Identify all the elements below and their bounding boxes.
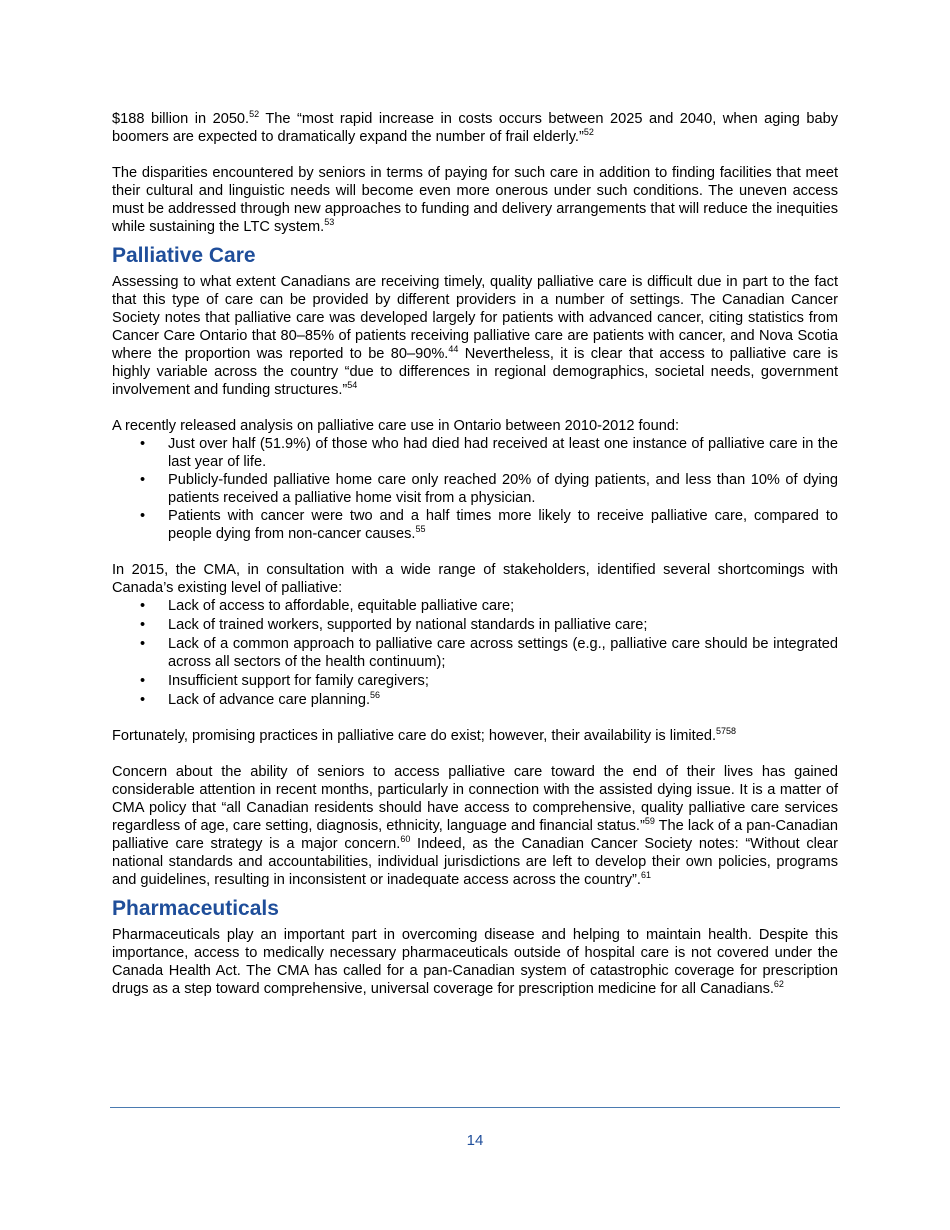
- paragraph-cma-shortcomings: In 2015, the CMA, in consultation with a wide range of stakeholders, identified several shortcomings with Canada’s existing level of palliative:: [112, 562, 838, 596]
- bullet-icon: •: [140, 617, 146, 633]
- paragraph-promising-practices: [112, 727, 838, 745]
- paragraph-cost-projection: [112, 110, 838, 146]
- bullet-icon: •: [140, 636, 146, 652]
- footnote-ref: 55: [415, 524, 426, 534]
- text: Lack of trained workers, supported by national standards in palliative care;: [168, 617, 648, 633]
- footnote-ref: 53: [324, 217, 335, 227]
- text: Fortunately, promising practices in palliative care do exist; however, their availability is limited.: [112, 728, 717, 744]
- list-item: [112, 672, 838, 690]
- text: The “most rapid increase in costs occurs between 2025 and 2040, when aging baby boomers are expected to dramatically expand the number of frail elderly.”: [112, 111, 838, 145]
- paragraph-palliative-intro: [112, 273, 838, 399]
- text: Assessing to what extent Canadians are receiving timely, quality palliative care is difficult due in part to the fact that this type of care can be provided by different providers in a number of settings. The Canadian Cancer Society notes that palliative care was developed largely for patients with advanced cancer, citing statistics from Cancer Care Ontario that 80–85% of patients receiving palliative care are patients with cancer, and Nova Scotia where the proportion was reported to be 80–90%.: [112, 274, 838, 362]
- list-item: [112, 691, 838, 709]
- footnote-ref: 52: [583, 127, 594, 137]
- list-item: [112, 471, 838, 507]
- text: Just over half (51.9%) of those who had died had received at least one instance of palliative care in the last year of life.: [168, 436, 838, 470]
- text: Lack of access to affordable, equitable palliative care;: [168, 598, 515, 614]
- footnote-ref: 44: [448, 344, 459, 354]
- list-item: [112, 435, 838, 471]
- footnote-ref: 54: [347, 380, 358, 390]
- text: Lack of a common approach to palliative care across settings (e.g., palliative care should be integrated across all sectors of the health continuum);: [168, 636, 838, 670]
- footnote-ref: 5758: [716, 726, 737, 736]
- footnote-ref: 52: [249, 109, 260, 119]
- list-item: [112, 597, 838, 615]
- text: Pharmaceuticals play an important part in overcoming disease and helping to maintain health. Despite this importance, access to medically necessary pharmaceuticals outside of hospital care is not covered under the Canada Health Act. The CMA has called for a pan-Canadian system of catastrophic coverage for prescription drugs as a step toward comprehensive, universal coverage for prescription medicine for all Canadians.: [112, 927, 838, 997]
- footnote-ref: 62: [773, 979, 784, 989]
- paragraph-pharmaceuticals: [112, 926, 838, 998]
- paragraph-disparities: [112, 164, 838, 236]
- text: Indeed, as the Canadian Cancer Society notes: “Without clear national standards and accountabilities, individual jurisdictions are left to develop their own policies, programs and guidelines, resulting in inconsistent or inadequate access across the country”.: [112, 836, 838, 888]
- bullet-icon: •: [140, 598, 146, 614]
- footnote-ref: 60: [400, 834, 411, 844]
- page-number: 14: [466, 1132, 484, 1149]
- document-body: [112, 110, 838, 998]
- ontario-findings-list: [112, 435, 838, 543]
- text: Patients with cancer were two and a half times more likely to receive palliative care, compared to people dying from non-cancer causes.: [168, 508, 838, 542]
- paragraph-access-concern: [112, 763, 838, 889]
- footnote-ref: 56: [370, 690, 381, 700]
- text: The lack of a pan-Canadian palliative care strategy is a major concern.: [112, 818, 838, 852]
- bullet-icon: •: [140, 472, 146, 488]
- paragraph-ontario-analysis: A recently released analysis on palliative care use in Ontario between 2010-2012 found:: [112, 418, 680, 434]
- heading-pharmaceuticals: Pharmaceuticals: [112, 897, 279, 920]
- text: $188 billion in 2050.: [112, 111, 250, 127]
- list-item: [112, 635, 838, 671]
- bullet-icon: •: [140, 692, 146, 708]
- text: Nevertheless, it is clear that access to palliative care is highly variable across the country “due to differences in regional demographics, societal needs, government involvement and funding structures.”: [112, 346, 838, 398]
- text: Concern about the ability of seniors to access palliative care toward the end of their lives has gained considerable attention in recent months, particularly in connection with the assisted dying issue. It is a matter of CMA policy that “all Canadian residents should have access to comprehensive, quality palliative care services regardless of age, care setting, diagnosis, ethnicity, language and financial status.”: [112, 764, 838, 834]
- text: Insufficient support for family caregivers;: [168, 673, 429, 689]
- list-item: [112, 616, 838, 634]
- bullet-icon: •: [140, 673, 146, 689]
- footnote-ref: 59: [644, 816, 655, 826]
- text: Lack of advance care planning.: [168, 692, 371, 708]
- text: Publicly-funded palliative home care only reached 20% of dying patients, and less than 10% of dying patients received a palliative home visit from a physician.: [168, 472, 838, 506]
- heading-palliative-care: Palliative Care: [112, 244, 256, 267]
- footnote-ref: 61: [640, 870, 651, 880]
- list-item: [112, 507, 838, 543]
- shortcomings-list: [112, 597, 838, 709]
- text: The disparities encountered by seniors in terms of paying for such care in addition to finding facilities that meet their cultural and linguistic needs will become even more onerous under such conditions. The uneven access must be addressed through new approaches to funding and delivery arrangements that will reduce the inequities while sustaining the LTC system.: [112, 165, 838, 235]
- bullet-icon: •: [140, 436, 146, 452]
- bullet-icon: •: [140, 508, 146, 524]
- footer-divider: [110, 1107, 840, 1108]
